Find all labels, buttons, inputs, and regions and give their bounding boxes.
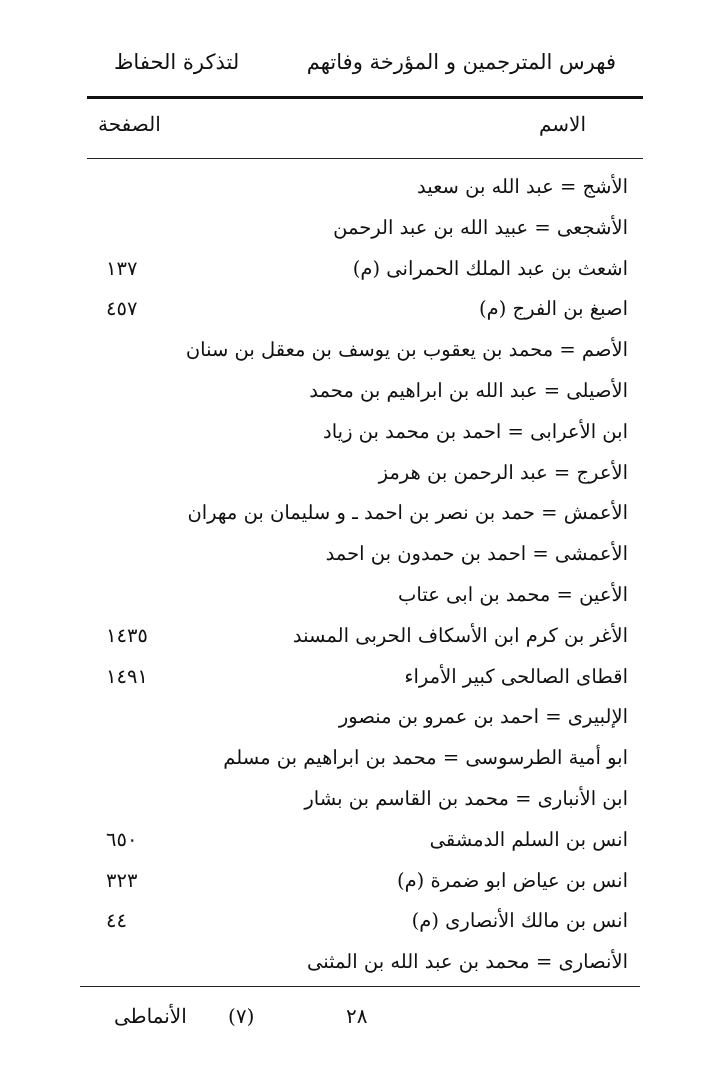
entry-page: ٤٥٧: [106, 297, 138, 321]
entry-page: ٦٥٠: [106, 827, 138, 851]
entry-name: ابن الأعرابى = احمد بن محمد بن زياد: [323, 419, 628, 443]
table-row: [0, 903, 726, 944]
table-row: [0, 332, 726, 373]
table-row: [0, 169, 726, 210]
entry-name: الأشجعى = عبيد الله بن عبد الرحمن: [333, 215, 628, 239]
table-row: [0, 781, 726, 822]
volume-part-marker: (٧): [228, 1004, 255, 1028]
entry-name: اشعث بن عبد الملك الحمرانى (م): [352, 256, 628, 280]
index-table: [0, 169, 726, 985]
footer-rule: [80, 986, 640, 987]
entry-name: الإلبيرى = احمد بن عمرو بن منصور: [338, 705, 628, 729]
entry-name: الأعرج = عبد الرحمن بن هرمز: [378, 460, 628, 484]
header-rule: [87, 96, 643, 99]
table-row: [0, 291, 726, 332]
entry-name: الأنصارى = محمد بن عبد الله بن المثنى: [307, 950, 628, 974]
entry-name: الأعين = محمد بن ابى عتاب: [398, 582, 628, 606]
table-row: [0, 414, 726, 455]
table-row: [0, 373, 726, 414]
printer-signature: الأنماطى: [114, 1004, 187, 1028]
entry-name: الأغر بن كرم ابن الأسكاف الحربى المسند: [292, 623, 628, 647]
table-row: [0, 863, 726, 904]
table-row: [0, 618, 726, 659]
table-row: [0, 251, 726, 292]
table-row: [0, 536, 726, 577]
table-row: [0, 659, 726, 700]
column-header-page: الصفحة: [98, 112, 161, 136]
entry-page: ١٤٩١: [106, 664, 148, 688]
entry-name: الأعمش = حمد بن نصر بن احمد ـ و سليمان بن مهران: [187, 501, 628, 525]
entry-name: انس بن مالك الأنصارى (م): [411, 909, 628, 933]
column-header-rule: [87, 158, 643, 159]
page-number: ٢٨: [346, 1004, 368, 1028]
entry-name: ابو أمية الطرسوسى = محمد بن ابراهيم بن مسلم: [223, 746, 628, 770]
entry-page: ١٤٣٥: [106, 623, 148, 647]
entry-name: الأصم = محمد بن يعقوب بن يوسف بن معقل بن سنان: [185, 338, 628, 362]
table-row: [0, 495, 726, 536]
table-row: [0, 944, 726, 985]
entry-name: انس بن السلم الدمشقى: [429, 827, 628, 851]
table-row: [0, 210, 726, 251]
entry-name: اقطاى الصالحى كبير الأمراء: [404, 664, 628, 688]
entry-name: اصبغ بن الفرج (م): [479, 297, 628, 321]
table-row: [0, 822, 726, 863]
entry-name: انس بن عياض ابو ضمرة (م): [396, 868, 628, 892]
book-title: لتذكرة الحفاظ: [114, 50, 240, 74]
table-row: [0, 699, 726, 740]
entry-name: الأعمشى = احمد بن حمدون بن احمد: [325, 542, 628, 566]
running-title: فهرس المترجمين و المؤرخة وفاتهم: [306, 50, 616, 74]
table-row: [0, 455, 726, 496]
entry-name: ابن الأنبارى = محمد بن القاسم بن بشار: [304, 786, 628, 810]
entry-page: ٤٤: [106, 909, 127, 933]
table-row: [0, 740, 726, 781]
entry-name: الأشج = عبد الله بن سعيد: [417, 175, 628, 198]
table-row: [0, 577, 726, 618]
entry-name: الأصيلى = عبد الله بن ابراهيم بن محمد: [309, 378, 628, 402]
entry-page: ١٣٧: [106, 256, 138, 280]
column-header-name: الاسم: [538, 112, 586, 136]
entry-page: ٣٢٣: [106, 868, 138, 892]
